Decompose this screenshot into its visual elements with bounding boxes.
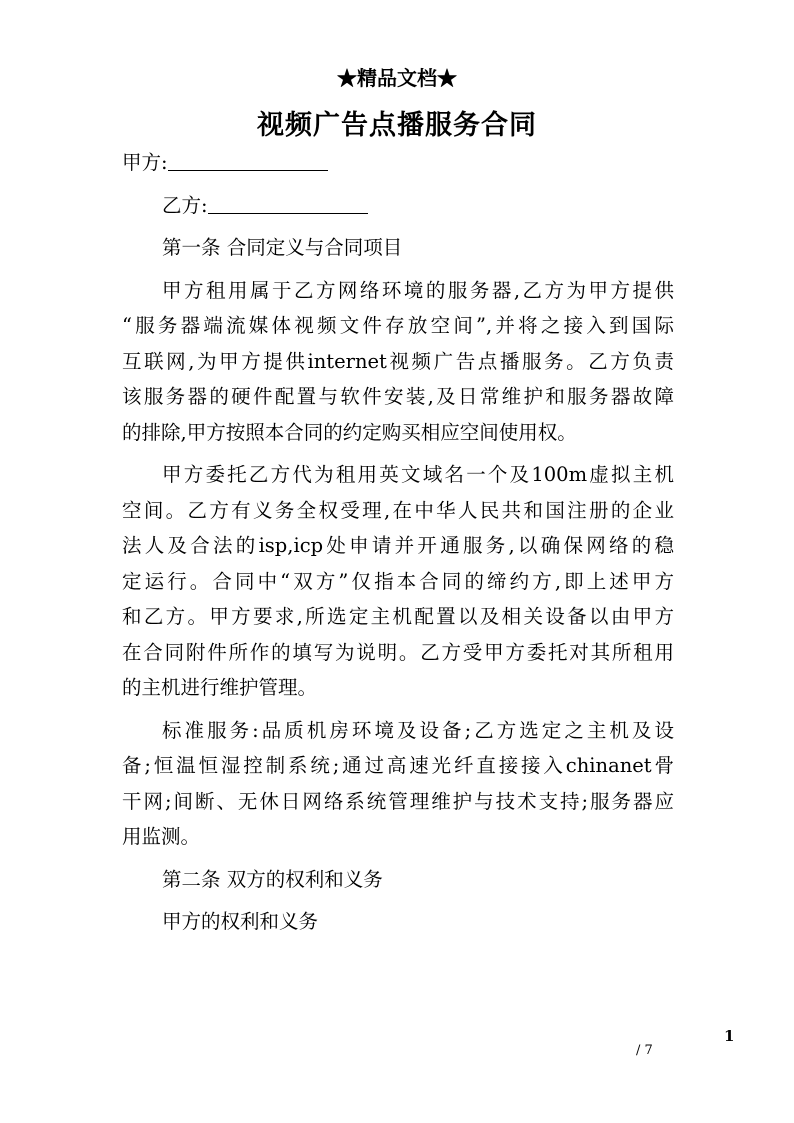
document-body [122,145,674,940]
paragraph-2 [122,457,674,706]
para3-line: 干网;间断、无休日网络系统管理维护与技术支持;服务器应 [122,789,674,813]
document-title: 视频广告点播服务合同 [257,110,537,141]
para2-line: 和乙方。甲方要求,所选定主机配置以及相关设备以由甲方 [122,605,674,628]
para2-line: 在合同附件所作的填写为说明。乙方受甲方委托对其所租用 [122,640,674,664]
para1-line: 该服务器的硬件配置与软件安装,及日常维护和服务器故障 [122,385,674,408]
party-b-line [122,188,674,224]
para1-line: “服务器端流媒体视频文件存放空间”,并将之接入到国际 [122,314,674,337]
party-b-blank [208,193,368,214]
para2-line: 定运行。合同中“双方”仅指本合同的缔约方,即上述甲方 [122,569,674,593]
party-a-label: 甲方: [122,151,168,174]
para3-line: 备;恒温恒湿控制系统;通过高速光纤直接接入chinanet骨 [122,754,674,777]
para1-line: 的排除,甲方按照本合同的约定购买相应空间使用权。 [122,420,577,444]
paragraph-1 [122,273,674,451]
para2-line: 的主机进行维护管理。 [122,676,318,699]
article2-heading: 第二条 双方的权利和义务 [162,867,383,891]
article1-heading: 第一条 合同定义与合同项目 [162,236,403,259]
page-number: 1 [724,1027,735,1045]
party-a-blank [168,150,328,171]
party-a-line [122,145,674,181]
para2-line: 法人及合法的isp,icp处申请并开通服务,以确保网络的稳 [122,534,674,557]
page-header: ★精品文档★ [337,66,457,90]
para2-line: 甲方委托乙方代为租用英文域名一个及100m虚拟主机 [162,463,674,486]
para1-line: 甲方租用属于乙方网络环境的服务器,乙方为甲方提供 [162,278,674,302]
paragraph-3 [122,713,674,855]
party-a-rights-heading: 甲方的权利和义务 [162,910,319,933]
party-b-label: 乙方: [162,193,208,217]
para3-line: 用监测。 [122,825,201,848]
page-total: / 7 [636,1043,653,1058]
para3-line: 标准服务:品质机房环境及设备;乙方选定之主机及设 [162,718,674,742]
para2-line: 空间。乙方有义务全权受理,在中华人民共和国注册的企业 [122,498,674,522]
para1-line: 互联网,为甲方提供internet视频广告点播服务。乙方负责 [122,349,674,373]
